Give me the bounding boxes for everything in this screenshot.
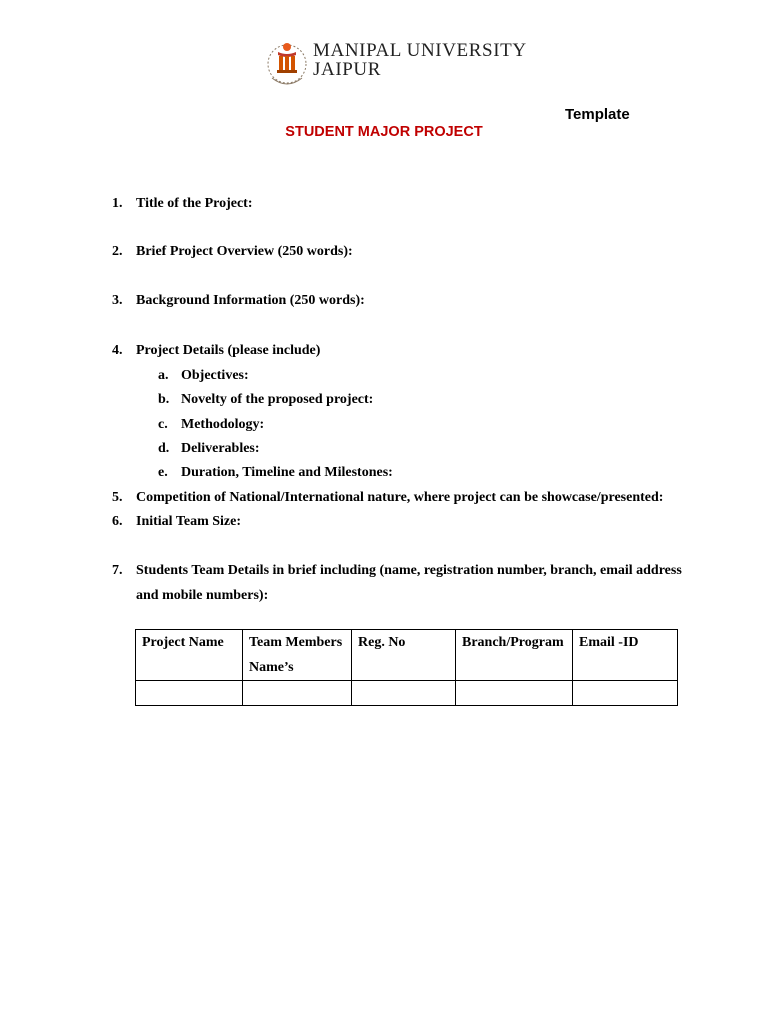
table-cell[interactable] bbox=[456, 681, 573, 706]
university-logo bbox=[264, 38, 527, 92]
sub-item-letter: e. bbox=[158, 465, 168, 480]
header-team-members-line1: Team Members bbox=[249, 635, 343, 650]
item-text: Title of the Project: bbox=[136, 196, 253, 211]
item-text: Brief Project Overview (250 words): bbox=[136, 244, 353, 259]
sub-item-text: Objectives: bbox=[181, 368, 249, 383]
sub-item-letter: a. bbox=[158, 368, 169, 383]
sub-item-text: Deliverables: bbox=[181, 441, 260, 456]
header-branch-program: Branch/Program bbox=[456, 630, 573, 681]
header-team-members-line2: Name’s bbox=[249, 660, 294, 675]
item-text: Students Team Details in brief including (name, registration number, branch, email address bbox=[136, 563, 682, 578]
table-header-row bbox=[136, 630, 678, 681]
item-number: 1. bbox=[112, 196, 123, 211]
sub-item-letter: d. bbox=[158, 441, 170, 456]
university-name: MANIPAL UNIVERSITY bbox=[313, 40, 527, 61]
header-team-members bbox=[243, 630, 352, 681]
sub-item-text: Methodology: bbox=[181, 417, 265, 432]
table-cell[interactable] bbox=[243, 681, 352, 706]
item-text: Competition of National/International nature, where project can be showcase/presented: bbox=[136, 490, 664, 505]
table-cell[interactable] bbox=[136, 681, 243, 706]
header-project-name: Project Name bbox=[136, 630, 243, 681]
item-number: 5. bbox=[112, 490, 123, 505]
header-email-id: Email -ID bbox=[573, 630, 678, 681]
item-text: Background Information (250 words): bbox=[136, 293, 365, 308]
team-details-table bbox=[135, 629, 678, 706]
header-reg-no: Reg. No bbox=[352, 630, 456, 681]
item-number: 6. bbox=[112, 514, 123, 529]
template-label: Template bbox=[565, 106, 630, 123]
university-crest-icon bbox=[264, 38, 310, 92]
item-text: Initial Team Size: bbox=[136, 514, 242, 529]
item-number: 4. bbox=[112, 343, 123, 358]
item-number: 3. bbox=[112, 293, 123, 308]
table-cell[interactable] bbox=[352, 681, 456, 706]
item-number: 2. bbox=[112, 244, 123, 259]
sub-item-text: Duration, Timeline and Milestones: bbox=[181, 465, 393, 480]
sub-item-letter: c. bbox=[158, 417, 168, 432]
table-cell[interactable] bbox=[573, 681, 678, 706]
table-row bbox=[136, 681, 678, 706]
university-city: JAIPUR bbox=[313, 59, 382, 80]
item-text-continued: and mobile numbers): bbox=[136, 588, 269, 603]
item-text: Project Details (please include) bbox=[136, 343, 321, 358]
document-title: STUDENT MAJOR PROJECT bbox=[285, 124, 483, 140]
item-number: 7. bbox=[112, 563, 123, 578]
sub-item-letter: b. bbox=[158, 392, 170, 407]
sub-item-text: Novelty of the proposed project: bbox=[181, 392, 374, 407]
